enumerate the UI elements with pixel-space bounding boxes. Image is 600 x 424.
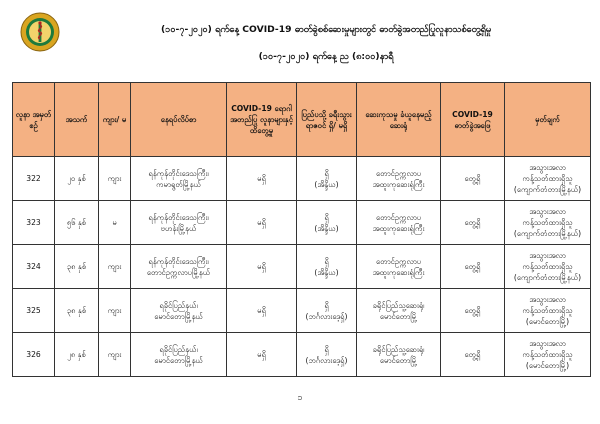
remark-cell: အသွားအလာ ကန့်သတ်ထားရှိသူ (ကျောက်တံတားမြို့နယ်) — [505, 157, 591, 201]
contact-cell: မရှိ — [227, 289, 297, 333]
case-no-cell: 325 — [13, 289, 55, 333]
age-cell: ၃၈ နှစ် — [55, 245, 99, 289]
address-cell: ရခိုင်ပြည်နယ်၊ မောင်တောမြို့နယ် — [131, 333, 227, 377]
hospital-cell: တောင်ဥက္ကလာပ အထူးကုဆေးရုံကြီး — [357, 201, 441, 245]
age-cell: ၅၆ နှစ် — [55, 201, 99, 245]
remark-cell: အသွားအလာ ကန့်သတ်ထားရှိသူ (ကျောက်တံတားမြို့နယ်) — [505, 201, 591, 245]
col-header-age: အသက် — [55, 83, 99, 157]
table-row — [13, 245, 591, 289]
col-header-address: နေရပ်လိပ်စာ — [131, 83, 227, 157]
case-no-cell: 323 — [13, 201, 55, 245]
address-cell: ရခိုင်ပြည်နယ်၊ မောင်တောမြို့နယ် — [131, 289, 227, 333]
report-datetime: (၁၀-၇-၂၀၂၀) ရက်နေ့ ည (၈:၀၀)နာရီ — [258, 51, 394, 62]
result-cell: တွေ့ရှိ — [441, 201, 505, 245]
travel-cell: ရှိ (အိန္ဒိယ) — [297, 245, 357, 289]
col-header-case-no: လူနာ အမှတ် စဉ် — [13, 83, 55, 157]
case-no-cell: 324 — [13, 245, 55, 289]
col-header-result: COVID-19 ဓာတ်ခွဲအဖြေ — [441, 83, 505, 157]
contact-cell: မရှိ — [227, 157, 297, 201]
col-header-sex: ကျား/ မ — [99, 83, 131, 157]
remark-cell: အသွားအလာ ကန့်သတ်ထားရှိသူ (မောင်တောမြို့) — [505, 289, 591, 333]
sex-cell: မ — [99, 201, 131, 245]
address-cell: ရန်ကုန်တိုင်းဒေသကြီး၊ ဗဟန်းမြို့နယ် — [131, 201, 227, 245]
sex-cell: ကျား — [99, 333, 131, 377]
report-title: (၁၀-၇-၂၀၂၀) ရက်နေ့ COVID-19 ဓာတ်ခွဲစစ်ဆေးမှုများတွင် ဓာတ်ခွဲအတည်ပြုလူနာသစ်တွေ့ရှိမှု — [160, 24, 492, 35]
travel-cell: ရှိ (အိန္ဒိယ) — [297, 201, 357, 245]
remark-cell: အသွားအလာ ကန့်သတ်ထားရှိသူ (မောင်တောမြို့) — [505, 333, 591, 377]
case-no-cell: 322 — [13, 157, 55, 201]
travel-cell: ရှိ (ဘင်္ဂလားဒေ့ရှ်) — [297, 289, 357, 333]
result-cell: တွေ့ရှိ — [441, 333, 505, 377]
col-header-contact: COVID-19 ရောဂါ အတည်ပြု လူနာများနှင့် ထိတွေ့မှု — [227, 83, 297, 157]
ministry-of-health-emblem-icon — [20, 12, 60, 52]
contact-cell: မရှိ — [227, 333, 297, 377]
address-cell: ရန်ကုန်တိုင်းဒေသကြီး၊ ကမာရွတ်မြို့နယ် — [131, 157, 227, 201]
age-cell: ၃၈ နှစ် — [55, 289, 99, 333]
cases-table — [12, 82, 591, 377]
travel-cell: ရှိ (ဘင်္ဂလားဒေ့ရှ်) — [297, 333, 357, 377]
hospital-cell: တောင်ဥက္ကလာပ အထူးကုဆေးရုံကြီး — [357, 157, 441, 201]
case-no-cell: 326 — [13, 333, 55, 377]
travel-cell: ရှိ (အိန္ဒိယ) — [297, 157, 357, 201]
contact-cell: မရှိ — [227, 201, 297, 245]
sex-cell: ကျား — [99, 245, 131, 289]
remark-cell: အသွားအလာ ကန့်သတ်ထားရှိသူ (ကျောက်တံတားမြို့နယ်) — [505, 245, 591, 289]
table-row — [13, 289, 591, 333]
col-header-hospital: ဆေးကုသမှု ခံယူနေမည့်ဆေးရုံ — [357, 83, 441, 157]
table-row — [13, 157, 591, 201]
hospital-cell: ခရိုင်ပြည်သူ့ဆေးရုံ၊ မောင်တောမြို့ — [357, 333, 441, 377]
age-cell: ၂၈ နှစ် — [55, 333, 99, 377]
page-number: ၁ — [297, 393, 303, 403]
result-cell: တွေ့ရှိ — [441, 157, 505, 201]
result-cell: တွေ့ရှိ — [441, 245, 505, 289]
table-row — [13, 201, 591, 245]
hospital-cell: တောင်ဥက္ကလာပ အထူးကုဆေးရုံကြီး — [357, 245, 441, 289]
col-header-remark: မှတ်ချက် — [505, 83, 591, 157]
sex-cell: ကျား — [99, 157, 131, 201]
address-cell: ရန်ကုန်တိုင်းဒေသကြီး၊ တောင်ဥက္ကလာပမြို့နယ် — [131, 245, 227, 289]
contact-cell: မရှိ — [227, 245, 297, 289]
col-header-travel: ပြည်ပသို့ ခရီးသွား ရာဇဝင် ရှိ/ မရှိ — [297, 83, 357, 157]
result-cell: တွေ့ရှိ — [441, 289, 505, 333]
table-row — [13, 333, 591, 377]
table-header-row — [13, 83, 591, 157]
hospital-cell: ခရိုင်ပြည်သူ့ဆေးရုံ၊ မောင်တောမြို့ — [357, 289, 441, 333]
age-cell: ၂၀ နှစ် — [55, 157, 99, 201]
sex-cell: ကျား — [99, 289, 131, 333]
